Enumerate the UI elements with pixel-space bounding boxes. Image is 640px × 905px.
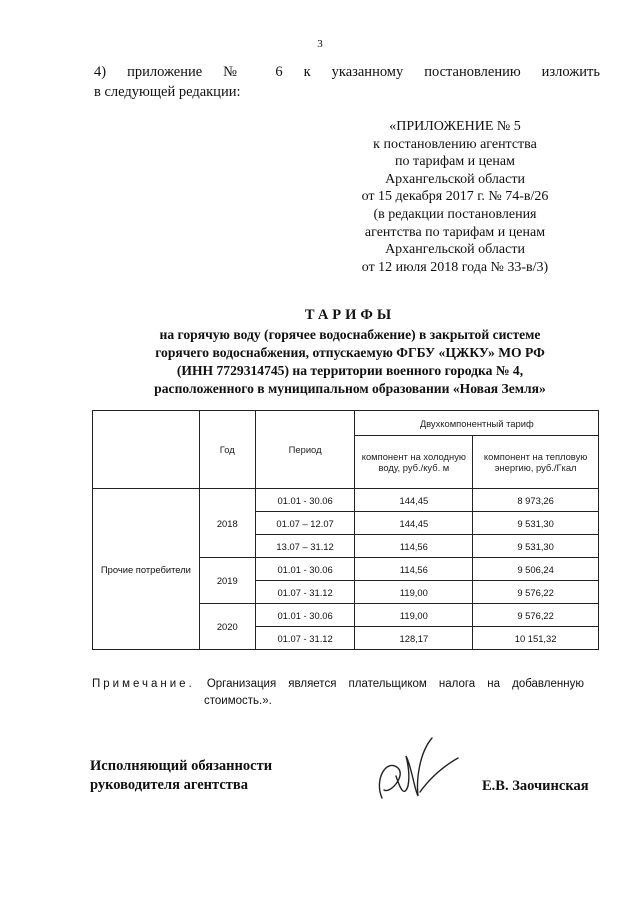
- period-cell: 01.07 - 31.12: [255, 627, 355, 650]
- year-cell: 2019: [199, 558, 255, 604]
- appendix-line: Архангельской области: [385, 242, 525, 258]
- consumer-cell: Прочие потребители: [93, 489, 200, 650]
- heat-cell: 9 531,30: [473, 512, 599, 535]
- period-cell: 01.07 - 31.12: [255, 581, 355, 604]
- page-number: 3: [317, 38, 323, 50]
- signer-position: [90, 757, 272, 795]
- header-period: Период: [255, 411, 355, 489]
- appendix-line: от 15 декабря 2017 г. № 74-в/26: [361, 189, 549, 205]
- subtitle-line: горячего водоснабжения, отпускаемую ФГБУ «ЦЖКУ» МО РФ: [155, 345, 545, 360]
- header-two-component: Двухкомпонентный тариф: [355, 411, 599, 436]
- appendix-line: по тарифам и ценам: [395, 154, 515, 170]
- heat-cell: 10 151,32: [473, 627, 599, 650]
- cold-cell: 114,56: [355, 558, 473, 581]
- document-title: ТАРИФЫ: [304, 307, 396, 323]
- period-cell: 01.01 - 30.06: [255, 604, 355, 627]
- header-cold-water: компонент на холодную воду, руб./куб. м: [355, 436, 473, 489]
- heat-cell: 9 576,22: [473, 604, 599, 627]
- year-cell: 2020: [199, 604, 255, 650]
- tariff-table: [92, 410, 599, 650]
- header-year: Год: [199, 411, 255, 489]
- appendix-line: от 12 июля 2018 года № 33-в/3): [361, 259, 549, 275]
- document-subtitle: [90, 326, 610, 398]
- note-word: налога: [438, 678, 476, 690]
- appendix-line: (в редакции постановления: [373, 206, 537, 222]
- heat-cell: 9 576,22: [473, 581, 599, 604]
- period-cell: 13.07 – 31.12: [255, 535, 355, 558]
- signer-position-line: Исполняющий обязанности: [90, 758, 273, 774]
- cold-cell: 119,00: [355, 604, 473, 627]
- note-word: добавленную: [512, 678, 584, 690]
- header-empty: [93, 411, 200, 489]
- cold-cell: 119,00: [355, 581, 473, 604]
- heat-cell: 8 973,26: [473, 489, 599, 512]
- period-cell: 01.07 – 12.07: [255, 512, 355, 535]
- header-heat-energy: компонент на тепловую энергию, руб./Гкал: [473, 436, 599, 489]
- note-label: Примечание.: [92, 678, 195, 690]
- intro-line-2: в следующей редакции:: [94, 84, 241, 100]
- cold-cell: 128,17: [355, 627, 473, 650]
- note-word: Организация: [206, 678, 277, 690]
- cold-cell: 144,45: [355, 512, 473, 535]
- appendix-line: к постановлению агентства: [373, 136, 537, 152]
- note-word: на: [487, 678, 501, 690]
- appendix-line: агентства по тарифам и ценам: [364, 224, 546, 240]
- cold-cell: 114,56: [355, 535, 473, 558]
- subtitle-line: (ИНН 7729314745) на территории военного городка № 4,: [176, 363, 524, 378]
- handwritten-signature: [360, 728, 460, 820]
- note-word: является: [288, 678, 337, 690]
- signer-position-line: руководителя агентства: [90, 777, 248, 793]
- note-line-2: стоимость.».: [204, 695, 272, 707]
- intro-line-1: 4) приложение № 6 к указанному постановлению изложить: [94, 64, 600, 80]
- appendix-header: [330, 118, 580, 276]
- note-word: плательщиком: [348, 678, 427, 690]
- period-cell: 01.01 - 30.06: [255, 489, 355, 512]
- subtitle-line: на горячую воду (горячее водоснабжение) в закрытой системе: [159, 327, 541, 342]
- heat-cell: 9 531,30: [473, 535, 599, 558]
- note: [92, 676, 584, 710]
- period-cell: 01.01 - 30.06: [255, 558, 355, 581]
- heat-cell: 9 506,24: [473, 558, 599, 581]
- year-cell: 2018: [199, 489, 255, 558]
- cold-cell: 144,45: [355, 489, 473, 512]
- appendix-line: «ПРИЛОЖЕНИЕ № 5: [389, 119, 521, 134]
- subtitle-line: расположенного в муниципальном образовании «Новая Земля»: [154, 381, 546, 396]
- signer-name: Е.В. Заочинская: [482, 778, 589, 794]
- appendix-line: Архангельской области: [385, 171, 525, 187]
